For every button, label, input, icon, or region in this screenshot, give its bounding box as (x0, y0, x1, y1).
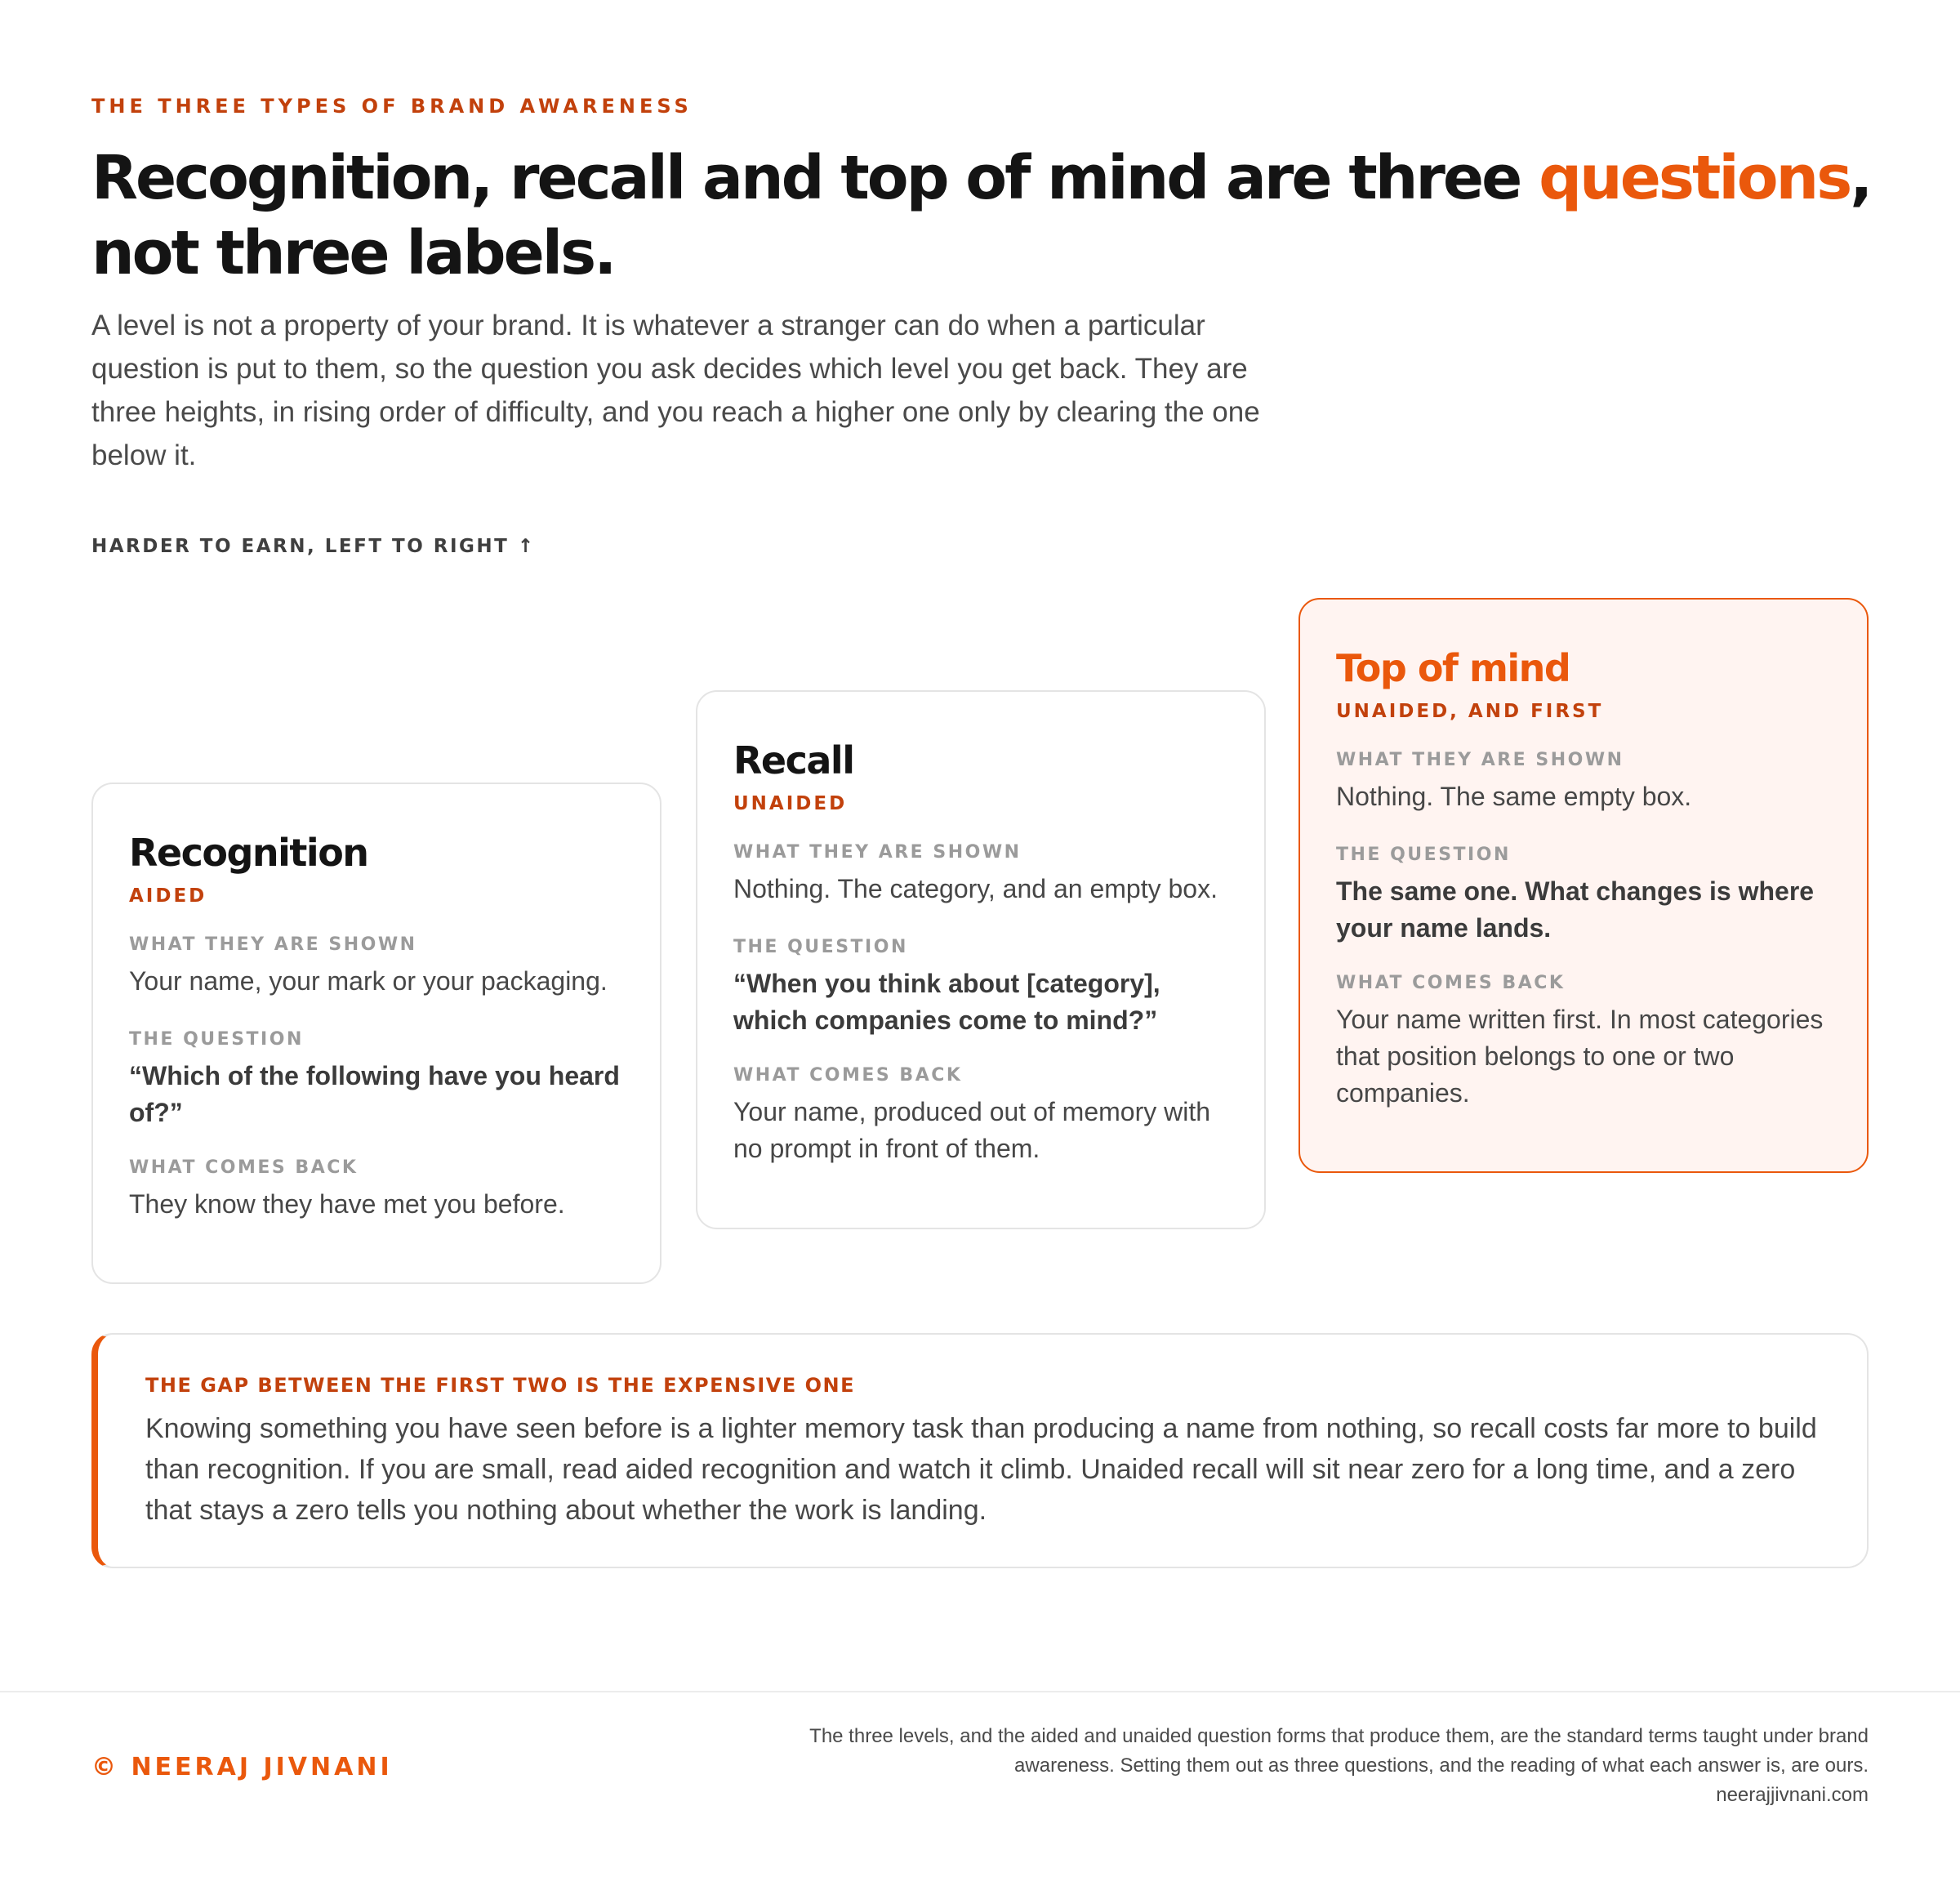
headline-part-1: Recognition, recall and top of mind are three (91, 143, 1539, 213)
back-label: WHAT COMES BACK (1336, 973, 1566, 993)
card-recognition (91, 783, 662, 1284)
callout-box (91, 1333, 1869, 1568)
shown-text: Nothing. The same empty box. (1336, 782, 1692, 811)
card-title: Recognition (129, 831, 368, 875)
question-text: “Which of the following have you heard of?” (129, 1061, 620, 1127)
footer-note (709, 1722, 1869, 1810)
footer-brand: © NEERAJ JIVNANI (91, 1753, 393, 1781)
back-text: Your name written first. In most categories that position belongs to one or two companies. (1336, 1005, 1824, 1108)
shown-text: Nothing. The category, and an empty box. (733, 874, 1218, 903)
eyebrow: THE THREE TYPES OF BRAND AWARENESS (91, 95, 693, 118)
question-text: “When you think about [category], which companies come to mind?” (733, 969, 1160, 1035)
callout-text: Knowing something you have seen before is a lighter memory task than producing a name from nothing, so recall costs far more to build than recognition. If you are small, read aided recognition and watch it climb. Unaided recall will sit near zero for a long time, and a zero that stays a zero tells you nothing about whether the work is landing. (145, 1413, 1817, 1526)
axis-note: HARDER TO EARN, LEFT TO RIGHT ↑ (91, 536, 536, 557)
card-tag: UNAIDED (733, 793, 848, 814)
lede-paragraph: A level is not a property of your brand. It is whatever a stranger can do when a particular question is put to them, so the question you ask decides which level you get back. They are three heights, in rising order of difficulty, and you reach a higher one only by clearing the one below it. (91, 310, 1260, 471)
question-text: The same one. What changes is where your name lands. (1336, 876, 1815, 943)
back-text: Your name, produced out of memory with no prompt in front of them. (733, 1097, 1211, 1163)
card-title: Top of mind (1336, 646, 1570, 690)
footer-divider (0, 1691, 1960, 1692)
footer-note-text: The three levels, and the aided and unaided question forms that produce them, are the standard terms taught under brand awareness. Setting them out as three questions, and the reading of what each answer is, are ours. (809, 1725, 1869, 1777)
callout-title: THE GAP BETWEEN THE FIRST TWO IS THE EXPENSIVE ONE (145, 1374, 855, 1397)
card-recall (696, 690, 1266, 1229)
question-label: THE QUESTION (129, 1029, 304, 1050)
shown-text: Your name, your mark or your packaging. (129, 966, 608, 996)
card-title: Recall (733, 738, 854, 783)
headline-part-2: , not three labels. (91, 143, 1871, 288)
footer-url: neerajjivnani.com (1716, 1784, 1869, 1806)
question-label: THE QUESTION (733, 937, 908, 957)
shown-label: WHAT THEY ARE SHOWN (129, 934, 417, 955)
page-title (91, 140, 1888, 291)
shown-label: WHAT THEY ARE SHOWN (733, 842, 1022, 863)
back-label: WHAT COMES BACK (733, 1065, 963, 1086)
question-label: THE QUESTION (1336, 845, 1511, 865)
back-text: They know they have met you before. (129, 1189, 565, 1219)
card-top-of-mind (1298, 598, 1869, 1173)
back-label: WHAT COMES BACK (129, 1157, 359, 1178)
headline-highlight: questions (1539, 143, 1851, 213)
card-tag: UNAIDED, AND FIRST (1336, 701, 1604, 722)
card-tag: AIDED (129, 885, 207, 907)
shown-label: WHAT THEY ARE SHOWN (1336, 750, 1624, 770)
